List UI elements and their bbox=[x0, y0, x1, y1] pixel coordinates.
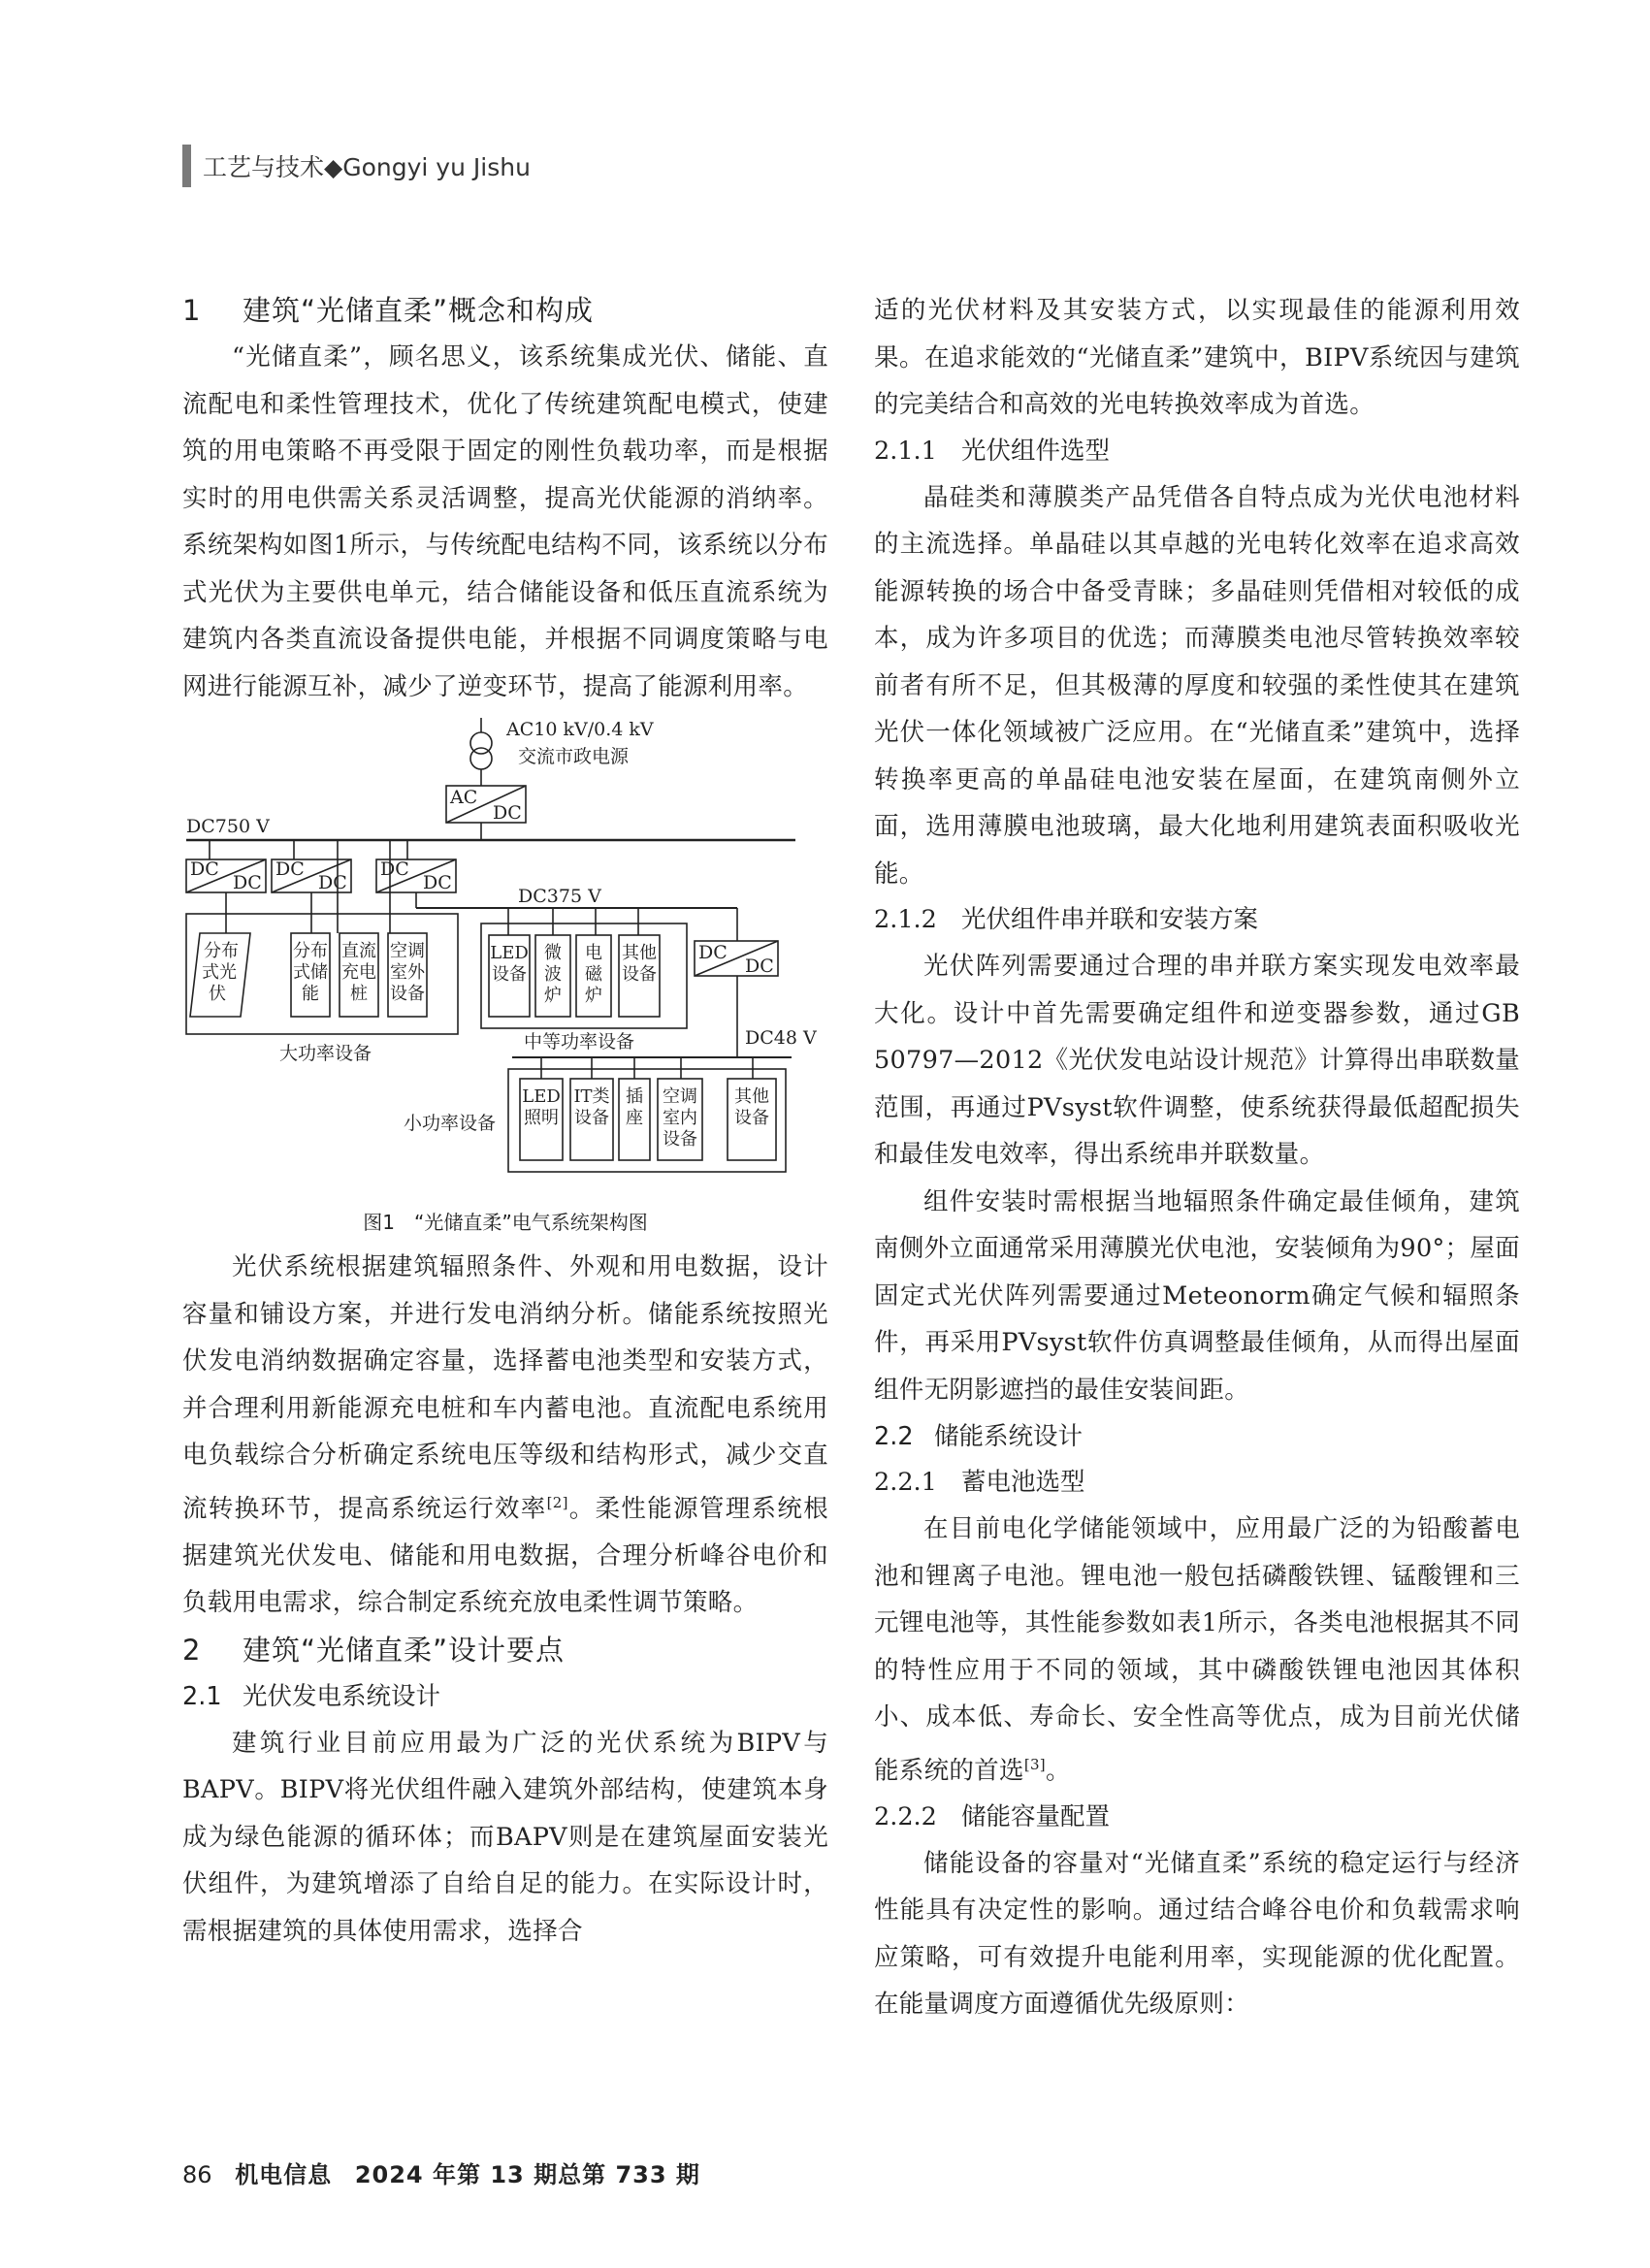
svg-text:分布: 分布 bbox=[293, 941, 328, 961]
svg-text:电: 电 bbox=[585, 943, 602, 963]
paragraph: 储能设备的容量对“光储直柔”系统的稳定运行与经济性能具有决定性的影响。通过结合峰谷电价和负载需求响应策略，可有效提升电能利用率，实现能源的优化配置。在能量调度方面遵循优先级原则： bbox=[874, 1848, 1520, 2019]
small-power-label: 小功率设备 bbox=[404, 1113, 497, 1134]
svg-text:室内: 室内 bbox=[663, 1108, 697, 1128]
svg-text:设备: 设备 bbox=[574, 1108, 609, 1128]
grid-label: 交流市政电源 bbox=[518, 746, 630, 767]
ac-source-label: AC10 kV/0.4 kV bbox=[506, 719, 654, 740]
architecture-diagram bbox=[182, 714, 828, 1199]
journal-name: 机电信息 bbox=[235, 2161, 333, 2188]
svg-text:设备: 设备 bbox=[492, 964, 527, 985]
svg-text:空调: 空调 bbox=[390, 941, 425, 961]
header-text: 工艺与技术◆Gongyi yu Jishu bbox=[203, 153, 531, 181]
svg-text:座: 座 bbox=[626, 1108, 643, 1128]
section-2-1-heading: 2.1 光伏发电系统设计 bbox=[182, 1681, 441, 1711]
svg-text:其他: 其他 bbox=[622, 943, 657, 963]
svg-text:设备: 设备 bbox=[622, 964, 657, 985]
svg-text:设备: 设备 bbox=[663, 1129, 697, 1150]
paragraph: 建筑行业目前应用最为广泛的光伏系统为BIPV与BAPV。BIPV将光伏组件融入建筑外部结构，使建筑本身成为绿色能源的循环体；而BAPV则是在建筑屋面安装光伏组件，为建筑增添了自给自足的能力。在实际设计时，需根据建筑的具体使用需求，选择合 bbox=[182, 1728, 828, 1946]
figure-1 bbox=[182, 714, 828, 1238]
paragraph: 组件安装时需根据当地辐照条件确定最佳倾角，建筑南侧外立面通常采用薄膜光伏电池，安装倾角为90°；屋面固定式光伏阵列需要通过Meteonorm确定气候和辐照条件，再采用PVsyst软件仿真调整最佳倾角，从而得出屋面组件无阴影遮挡的最佳安装间距。 bbox=[874, 1186, 1520, 1405]
svg-text:DC: DC bbox=[698, 942, 728, 963]
section-1-heading: 1 建筑“光储直柔”概念和构成 bbox=[182, 294, 595, 327]
dc750-label: DC750 V bbox=[186, 816, 270, 837]
header-bar bbox=[182, 145, 191, 187]
dc48-label: DC48 V bbox=[745, 1027, 817, 1049]
svg-text:直流: 直流 bbox=[341, 941, 376, 961]
svg-text:磁: 磁 bbox=[585, 964, 602, 985]
svg-text:AC: AC bbox=[450, 787, 478, 808]
svg-text:DC: DC bbox=[423, 872, 452, 893]
medium-power-label: 中等功率设备 bbox=[524, 1031, 635, 1053]
svg-text:波: 波 bbox=[544, 964, 562, 985]
section-2-2-1-heading: 2.2.1 蓄电池选型 bbox=[874, 1468, 1085, 1497]
svg-text:DC: DC bbox=[275, 859, 305, 880]
svg-text:分布: 分布 bbox=[204, 941, 239, 961]
section-2-1-2-heading: 2.1.2 光伏组件串并联和安装方案 bbox=[874, 905, 1259, 934]
dc375-label: DC375 V bbox=[518, 886, 601, 907]
svg-text:设备: 设备 bbox=[390, 984, 425, 1004]
svg-text:DC: DC bbox=[380, 859, 409, 880]
svg-text:其他: 其他 bbox=[734, 1086, 769, 1107]
paragraph: “光储直柔”，顾名思义，该系统集成光伏、储能、直流配电和柔性管理技术，优化了传统建筑配电模式，使建筑的用电策略不再受限于固定的刚性负载功率，而是根据实时的用电供需关系灵活调整，提高光伏能源的消纳率。系统架构如图1所示，与传统配电结构不同，该系统以分布式光伏为主要供电单元，结合储能设备和低压直流系统为建筑内各类直流设备提供电能，并根据不同调度策略与电网进行能源互补，减少了逆变环节，提高了能源利用率。 bbox=[182, 342, 828, 701]
svg-text:插: 插 bbox=[626, 1086, 643, 1107]
svg-text:空调: 空调 bbox=[663, 1086, 697, 1107]
svg-text:微: 微 bbox=[544, 943, 562, 963]
page-number: 86 bbox=[182, 2161, 212, 2188]
high-power-label: 大功率设备 bbox=[279, 1043, 372, 1064]
svg-text:DC: DC bbox=[493, 802, 522, 824]
svg-text:DC: DC bbox=[233, 872, 262, 893]
issue-info: 2024 年第 13 期总第 733 期 bbox=[354, 2161, 700, 2188]
svg-text:式储: 式储 bbox=[293, 962, 328, 983]
svg-text:设备: 设备 bbox=[734, 1108, 769, 1128]
running-header bbox=[182, 144, 531, 188]
svg-text:LED: LED bbox=[522, 1086, 561, 1107]
svg-text:室外: 室外 bbox=[390, 962, 425, 983]
svg-text:DC: DC bbox=[745, 956, 774, 977]
section-2-2-2-heading: 2.2.2 储能容量配置 bbox=[874, 1801, 1111, 1831]
section-2-heading: 2 建筑“光储直柔”设计要点 bbox=[182, 1633, 566, 1667]
svg-text:伏: 伏 bbox=[209, 984, 226, 1004]
section-2-1-1-heading: 2.1.1 光伏组件选型 bbox=[874, 436, 1111, 466]
right-column bbox=[874, 287, 1520, 2028]
svg-text:LED: LED bbox=[490, 943, 529, 963]
paragraph: 光伏阵列需要通过合理的串并联方案实现发电效率最大化。设计中首先需要确定组件和逆变器参数，通过GB 50797—2012《光伏发电站设计规范》计算得出串联数量范围，再通过PVsyst软件调整，使系统获得最低超配损失和最佳发电效率，得出系统串并联数量。 bbox=[874, 952, 1520, 1169]
svg-text:IT类: IT类 bbox=[573, 1086, 610, 1107]
section-2-2-heading: 2.2 储能系统设计 bbox=[874, 1422, 1084, 1451]
paragraph: 在目前电化学储能领域中，应用最广泛的为铅酸蓄电池和锂离子电池。锂电池一般包括磷酸铁锂、锰酸锂和三元锂电池等，其性能参数如表1所示，各类电池根据其不同的特性应用于不同的领域，其中磷酸铁锂电池因其体积小、成本低、寿命长、安全性高等优点，成为目前光伏储能系统的首选[3]。 bbox=[874, 1514, 1520, 1785]
page-footer bbox=[182, 2155, 700, 2189]
svg-text:能: 能 bbox=[302, 984, 319, 1004]
svg-text:桩: 桩 bbox=[350, 984, 368, 1004]
svg-text:式光: 式光 bbox=[202, 962, 237, 983]
transformer-coil-bottom bbox=[470, 748, 492, 769]
svg-text:DC: DC bbox=[318, 872, 347, 893]
svg-text:炉: 炉 bbox=[544, 986, 562, 1006]
paragraph: 晶硅类和薄膜类产品凭借各自特点成为光伏电池材料的主流选择。单晶硅以其卓越的光电转化效率在追求高效能源转换的场合中备受青睐；多晶硅则凭借相对较低的成本，成为许多项目的优选；而薄膜类电池尽管转换效率较前者有所不足，但其极薄的厚度和较强的柔性使其在建筑光伏一体化领域被广泛应用。在“光储直柔”建筑中，选择转换率更高的单晶硅电池安装在屋面，在建筑南侧外立面，选用薄膜电池玻璃，最大化地利用建筑表面积吸收光能。 bbox=[874, 482, 1520, 889]
svg-text:DC: DC bbox=[190, 859, 219, 880]
paragraph: 光伏系统根据建筑辐照条件、外观和用电数据，设计容量和铺设方案，并进行发电消纳分析。储能系统按照光伏发电消纳数据确定容量，选择蓄电池类型和安装方式，并合理利用新能源充电桩和车内蓄电池。直流配电系统用电负载综合分析确定系统电压等级和结构形式，减少交直流转换环节，提高系统运行效率[2]。柔性能源管理系统根据建筑光伏发电、储能和用电数据，合理分析峰谷电价和负载用电需求，综合制定系统充放电柔性调节策略。 bbox=[182, 1252, 828, 1617]
left-column bbox=[182, 287, 828, 1955]
figure-caption: 图1 “光储直柔”电气系统架构图 bbox=[363, 1211, 648, 1234]
svg-text:炉: 炉 bbox=[585, 986, 602, 1006]
svg-text:照明: 照明 bbox=[524, 1108, 559, 1128]
paragraph: 适的光伏材料及其安装方式，以实现最佳的能源利用效果。在追求能效的“光储直柔”建筑中，BIPV系统因与建筑的完美结合和高效的光电转换效率成为首选。 bbox=[874, 296, 1520, 419]
svg-text:充电: 充电 bbox=[341, 962, 376, 983]
